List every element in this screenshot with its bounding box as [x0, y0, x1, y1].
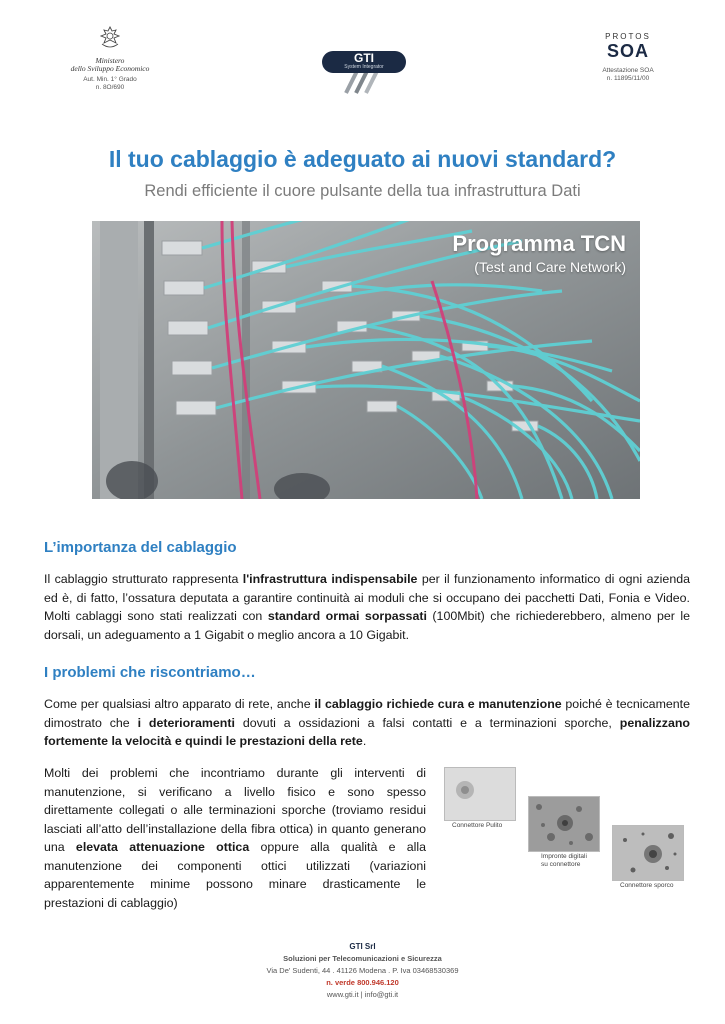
bold-run: il cablaggio richiede cura e manutenzione: [314, 697, 562, 711]
photo-dirty-connector: [612, 825, 684, 881]
ministry-name-line2: dello Sviluppo Economico: [70, 64, 150, 73]
footer: [0, 941, 725, 1001]
text-run: Il cablaggio strutturato rappresenta: [44, 572, 243, 586]
bold-run: l'infrastruttura indispensabile: [242, 572, 418, 586]
text-run: (100Mbit) che richiederebbero, almeno per le dorsali, un adeguamento a 1 Gigabit o meglio ancora a 10 Gigabit.: [44, 609, 691, 642]
photo-fingerprint-connector: [528, 796, 600, 852]
footer-web[interactable]: www.gti.it | info@gti.it: [326, 990, 399, 999]
section-problems-paragraph1: [44, 695, 690, 751]
ministry-name-line1: Ministero: [95, 56, 125, 65]
footer-company: GTI Srl: [349, 942, 376, 951]
text-run: .: [362, 734, 367, 748]
text-run: poiché è tecnicamente dimostrato che: [44, 697, 691, 730]
text-run: Come per qualsiasi altro apparato di rete, anche: [44, 697, 315, 711]
protos-label: PROTOS: [605, 32, 651, 41]
footer-tagline: Soluzioni per Telecomunicazioni e Sicurezza: [283, 954, 442, 963]
gti-logo: [322, 45, 406, 95]
bold-run: penalizzano fortemente la velocità e quindi le prestazioni della rete: [44, 715, 690, 748]
soa-logo: SOA: [606, 41, 649, 61]
gti-logo-text: GTI: [354, 51, 374, 65]
caption-fingerprint-connector: [541, 853, 587, 868]
italian-emblem-icon: [99, 26, 121, 50]
caption-fingerprint-line2: su connettore: [541, 860, 581, 868]
soa-attestation-line2: n. 11895/11/00: [606, 75, 650, 82]
section-importance-paragraph: [44, 570, 690, 644]
caption-fingerprint-line1: Impronte digitali: [541, 853, 587, 860]
caption-dirty-connector: Connettore sporco: [620, 882, 674, 889]
page-title: Il tuo cablaggio è adeguato ai nuovi standard?: [108, 146, 617, 172]
fingerprint-connector-icon: [529, 797, 599, 851]
ministry-auth-line2: n. 8O/690: [95, 84, 125, 91]
soa-block: [588, 32, 668, 83]
text-run: oppure alla qualità e alla manutenzione dei componenti ottici utilizzati (variazioni apparentemente minime possono minare drasticamente le prestazioni di cablaggio): [44, 840, 426, 910]
photo-clean-connector: [444, 767, 516, 821]
bold-run: i deterioramenti: [137, 715, 235, 730]
section-heading-importance: L’importanza del cablaggio: [44, 539, 237, 556]
hero-title: Programma TCN: [452, 231, 626, 256]
gti-logo-tag: System Integrator: [344, 64, 384, 70]
hero-subtitle: (Test and Care Network): [474, 259, 626, 275]
bold-run: standard ormai sorpassati: [267, 609, 427, 623]
ministry-block: [60, 26, 160, 92]
dirty-connector-icon: [613, 826, 683, 880]
bold-run: elevata attenuazione ottica: [75, 840, 250, 854]
text-run: Molti dei problemi che incontriamo durante gli interventi di manutenzione, si verificano a livello fisico e sono spesso direttamente collegati o alle terminazioni sporche (troviamo residui lasciati all’atto dell’installazione della fibra ottica) in quanto generano una: [44, 766, 426, 854]
caption-clean-connector: Connettore Pulito: [452, 822, 503, 829]
footer-phone: n. verde 800.946.120: [326, 978, 399, 987]
text-run: per il funzionamento informatico di ogni azienda ed è, di fatto, l’ossatura deputata a garantire continuità ai moduli che si occupano dei pacchetti Dati, Fonia e Video. Molti cablaggi sono stati realizzati con: [44, 572, 690, 623]
section-heading-problems: I problemi che riscontriamo…: [44, 664, 256, 681]
page-subtitle: Rendi efficiente il cuore pulsante della tua infrastruttura Dati: [144, 182, 581, 200]
footer-address: Via De' Sudenti, 44 . 41126 Modena . P. Iva 03468530369: [266, 966, 459, 975]
hero-image: [92, 221, 640, 499]
clean-connector-icon: [445, 768, 515, 820]
ministry-auth-line1: Aut. Min. 1° Grado: [83, 76, 137, 83]
section-problems-paragraph2: [44, 764, 426, 912]
text-run: dovuti a ossidazioni a falsi contatti e a terminazioni sporche,: [234, 715, 620, 730]
soa-attestation-line1: Attestazione SOA: [602, 67, 654, 74]
